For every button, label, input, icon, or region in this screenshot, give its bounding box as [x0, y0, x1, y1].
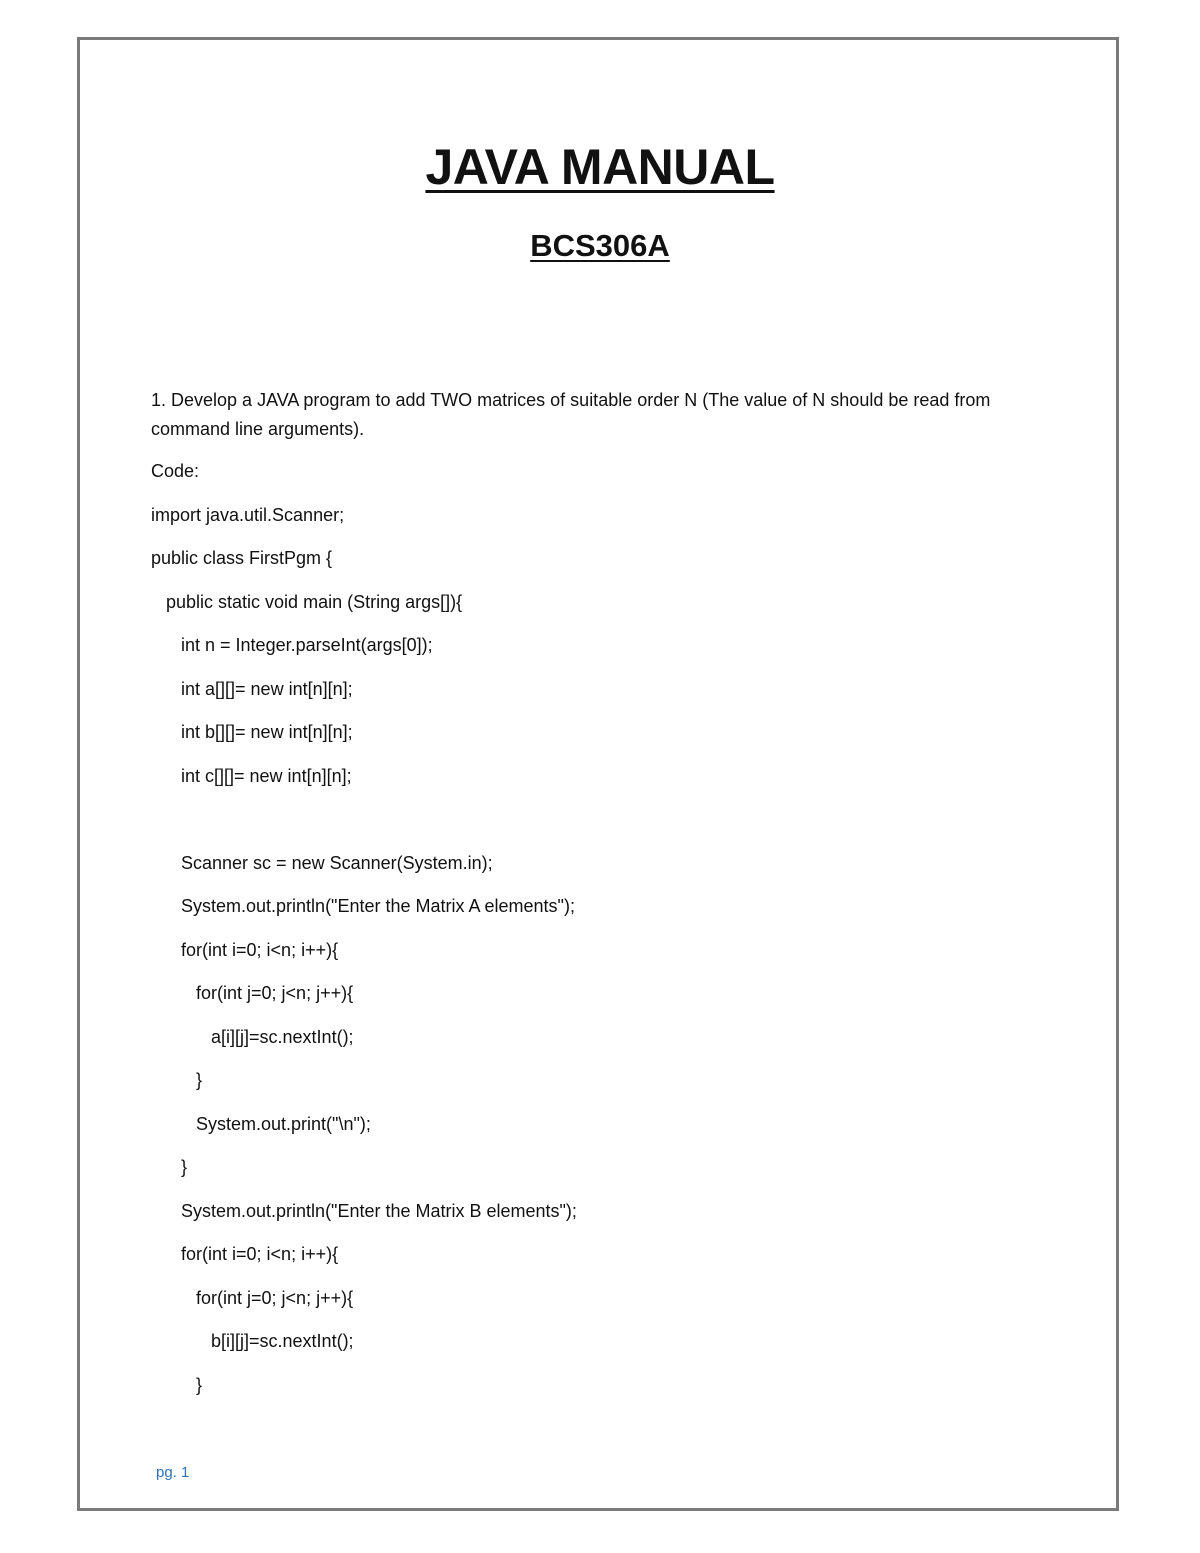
code-line: b[i][j]=sc.nextInt();: [151, 1331, 354, 1351]
code-line: for(int i=0; i<n; i++){: [151, 939, 339, 960]
code-line: int n = Integer.parseInt(args[0]);: [151, 635, 433, 655]
code-line: public static void main (String args[]){: [151, 591, 463, 612]
code-line: int b[][]= new int[n][n];: [151, 722, 353, 742]
code-line: int a[][]= new int[n][n];: [151, 678, 353, 699]
code-line: }: [151, 1157, 188, 1177]
code-block: [151, 459, 1051, 1416]
page-number: pg. 1: [156, 1464, 190, 1481]
code-line: for(int j=0; j<n; j++){: [151, 1287, 354, 1308]
code-label: Code:: [151, 461, 200, 481]
question-text: 1. Develop a JAVA program to add TWO matrices of suitable order N (The value of N should be read from command line arguments).: [151, 390, 991, 439]
code-line: a[i][j]=sc.nextInt();: [151, 1026, 354, 1047]
code-line: }: [151, 1070, 203, 1090]
code-line: System.out.println("Enter the Matrix A elements");: [151, 896, 575, 916]
course-code: BCS306A: [530, 228, 670, 263]
code-line: public class FirstPgm {: [151, 548, 333, 568]
document-title: JAVA MANUAL: [425, 139, 775, 195]
code-line: [151, 807, 1051, 851]
code-line: int c[][]= new int[n][n];: [151, 765, 352, 786]
code-line: System.out.print("\n");: [151, 1113, 371, 1134]
code-line: for(int i=0; i<n; i++){: [151, 1244, 339, 1264]
code-line: System.out.println("Enter the Matrix B elements");: [151, 1200, 577, 1221]
code-line: for(int j=0; j<n; j++){: [151, 983, 354, 1003]
code-line: }: [151, 1374, 203, 1395]
code-line: import java.util.Scanner;: [151, 504, 345, 525]
code-line: Scanner sc = new Scanner(System.in);: [151, 852, 493, 873]
